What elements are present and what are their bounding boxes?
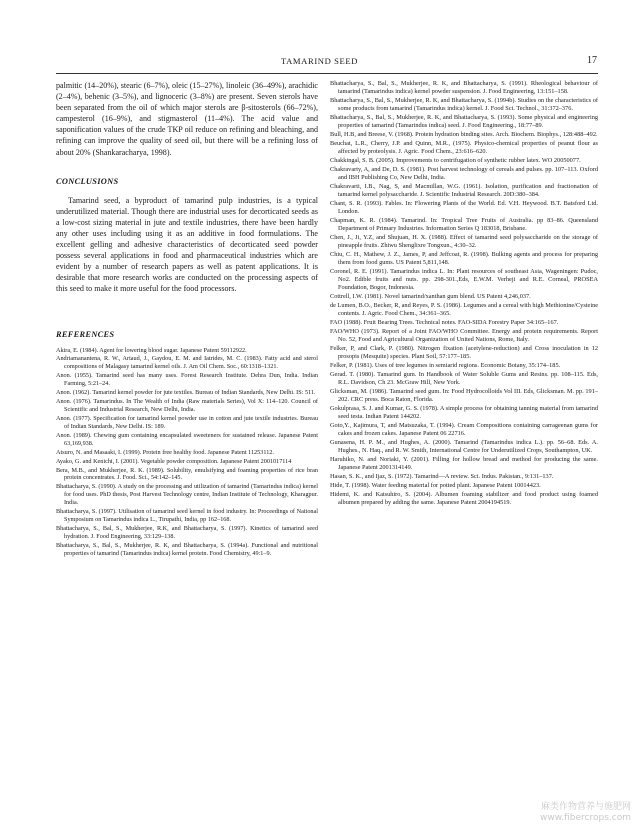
reference-item: Bhattacharya, S., Bal, S., Mukherjee, R. K, and Bhattacharya, S. (1993). Some physical and engineering properties of tamarind (Tamarindus indica) seed. J. Food Engineering., 18:77–89. xyxy=(330,114,598,129)
reference-item: Chapman, K. R. (1984). Tamarind. In: Tropical Tree Fruits of Australia. pp 83–86. Queensland Department of Primary Industries. Information Series Q 183018, Brisbane. xyxy=(330,217,598,232)
watermark xyxy=(540,802,631,824)
reference-item: Bull, H.B, and Breese, V. (1968). Protein hydration binding sites. Arch. Biochem. Biophys., 128:488–492. xyxy=(330,131,598,138)
watermark-line-2: www.fibercrops.com xyxy=(540,813,631,823)
reference-item: Coronel, R. E. (1991). Tamarindus indica L. In: Plant resources of southeast Asia, Wageningen: Pudoc, No2. Edible fruits and nuts. pp. 298-301.,Eds, E.W.M. Verheji and R.E. Corneal, PROSEA Foundation, Bogor, Indonesia. xyxy=(330,268,598,291)
reference-item: Bhattacharya, S., Bal, S., Mukherjee, R. K, and Bhattacharya, S. (1994b). Studies on the characteristics of some products from tamarind (Tamarindus indica) kernel. J. Food Sci. Technol., 31:372–376. xyxy=(330,97,598,112)
reference-item: Gunasena, H. P. M., and Hughes, A. (2000). Tamarind (Tamarindus indica L.). pp. 56–68. Eds. A. Hughes., N. Haq., and R. W. Smith, International Centre for Underutilized Crops, Southampton, UK. xyxy=(330,439,598,454)
conclusions-heading: CONCLUSIONS xyxy=(56,176,119,186)
reference-item: FAO (1988). Fruit Bearing Trees. Technical notes. FAO-SIDA Forestry Paper 34:165–167. xyxy=(330,319,559,326)
reference-item: Hasan, S. K., and Ijaz, S. (1972). Tamarind—A review. Sci. Indus. Pakistan., 9:131–137. xyxy=(330,473,554,480)
header-rule xyxy=(56,73,598,74)
right-column xyxy=(330,80,598,508)
reference-item: Glicksman, M. (1986). Tamarind seed gum. In: Food Hydrocolloids Vol III. Eds, Glicksman. M. pp. 191–202. CRC press. Boca Raton, Florida. xyxy=(330,388,598,403)
continued-paragraph: palmitic (14–20%), stearic (6–7%), oleic (15–27%), linoleic (36–49%), arachidic (2–4%), behenic (3–5%), and lignoceric (3–8%) are present. Seven sterols have been separated from the oil of which major sterols are β-sitosterols (66–72%), campesterol (16–9%), and stigmasterol (11–4%). The acid value and saponification values of the crude TKP oil reduce on refining and bleaching, and refining can improve the quality of seed oil, but there will be a refining loss of about 20% (Shankaracharya, 1998). xyxy=(56,81,318,157)
reference-item: Atsuro, N. and Masaaki, I. (1999). Protein free healthy food. Japanese Patent 11253112. xyxy=(56,448,274,456)
reference-item: Chakravarti, I.B., Nag, S, and Macmillan, W.G. (1961). Isolation, purification and fractionation of tamarind kernel polysaccharide. J. Scientific Industrial Research. 20D:380–384. xyxy=(330,183,598,198)
left-column xyxy=(56,80,318,559)
reference-item: Bhattacharya, S. (1997). Utilisation of tamarind seed kernel in food industry. In: Proceedings of National Symposium on Tamarindus indica L., Tirupathi, India, pp 162–168. xyxy=(56,508,318,523)
reference-item: Anon. (1962). Tamarind kernel powder for jute textiles. Bureau of Indian Standards, New Delhi. IS: 511. xyxy=(56,389,316,397)
conclusions-paragraph: Tamarind seed, a byproduct of tamarind pulp industries, is a typical underutilized material. Though there are industrial uses for decorticated seeds as a low-cost sizing material in jute and textile industries, there have been hardly any other uses including using it as an additive in food formulations. The excellent gelling and adhesive characteristics of decorticated seed powder possess several applications in food and pharmaceutical industries which are evident by a number of research papers as well as patent applications. It is desirable that more research works are conducted on the processing aspects of this seed to make it more useful for the food processors. xyxy=(56,195,318,294)
reference-item: Hidemi, K. and Katsuhiro, S. (2004). Albumen foaming stabilizer and food product using foamed albumen prepared by adding the same. Japanese Patent 2004194519. xyxy=(330,491,598,506)
reference-list-right xyxy=(330,80,598,507)
reference-item: Chiu, C. H., Mathew, J. Z., James, P, and Jeffcoat, R. (1998). Bulking agents and process for preparing them from food gums. US Patent 5,811,148. xyxy=(330,251,598,266)
reference-item: Bhattacharya, S., Bal, S., Mukherjee, R.K, and Bhattacharya, S. (1997). Kinetics of tamarind seed hydration. J. Food Engineering, 33:129–138. xyxy=(56,524,318,540)
page-number: 17 xyxy=(587,55,597,66)
reference-item: Cottrell, I.W. (1981). Novel tamarind/xanthan gum blend. US Patent 4,246,037. xyxy=(330,293,531,300)
reference-item: Gerad. T. (1980). Tamarind gum. In Handbook of Water Soluble Gums and Resins. pp. 108–115. Eds, R.L. Davidson, Ch 23. McGraw Hill, New York. xyxy=(330,371,598,386)
reference-item: Anon. (1977). Specification for tamarind kernel powder use in cotton and jute textile industries. Bureau of Indian Standards, New Delhi. IS: 189. xyxy=(56,414,318,430)
reference-item: Akira, E. (1984). Agent for lowering blood sugar. Japanese Patent 59112922. xyxy=(56,346,247,354)
reference-item: Ayako, G. and Kenichi, I. (2001). Vegetable powder composition. Japanese Patent 2001017114 xyxy=(56,457,292,465)
reference-item: Felker, P, and Clark, P. (1980). Nitrogen fixation (acetylene-reduction) and Cross inoculation in 12 prosopis (Mesquite) species. Plant Soil, 57:177–185. xyxy=(330,345,598,360)
reference-item: Goto,Y., Kajimura, T, and Matsuzaka, T. (1994). Cream Compositions containing carrageenan gums for cakes and frozen cakes. Japanese Patent 06 22716. xyxy=(330,422,598,437)
reference-item: Gokulprasa, S. J. and Kumar, G. S. (1978). A simple process for obtaining tanning material from tamarind seed testa. Indian Patent 144202. xyxy=(330,405,598,420)
reference-item: Haruhiko, N. and Noriaki, Y. (2001). Filling for hollow bread and method for producing the same. Japanese Patent 2001314149. xyxy=(330,456,598,471)
running-head: TAMARIND SEED xyxy=(280,56,359,66)
watermark-line-1: 麻类作物营养与施肥网 xyxy=(540,802,631,812)
reference-item: Chant, S. R. (1993). Fables. In: Flowering Plants of the World. Ed. V.H. Heywood. B.T. Batsford Ltd. London. xyxy=(330,200,598,215)
reference-item: Chen, J., Ji, Y.Z, and Shujuan, H. X. (1988). Effect of tamarind seed polysaccharide on the storage of pineapple fruits. Zhiwu Shenglixre Tongxun., 4:30–32. xyxy=(330,234,598,249)
reference-item: Bhattacharya, S. (1990). A study on the processing and utilization of tamarind (Tamarindus indica) kernel for food uses. PhD thesis, Post Harvest Technology centre, Indian Institute of Technology, Kharagpur. India. xyxy=(56,483,318,507)
reference-item: Anon. (1976). Tamarindus. In The Wealth of India (Raw materials Series), Vol X: 114–120. Council of Scientific and Industrial Research, New Delhi, India. xyxy=(56,398,318,413)
reference-item: de Lumen, B.O., Becker, R, and Reyes, P. S. (1986). Legumes and a cereal with high Methionine/Cysteine contents. J. Agric. Food Chem., 34:361–365. xyxy=(330,302,599,317)
reference-item: Bera, M.B., and Mukherjee, R. K. (1989). Solubility, emulsifying and foaming properties of rice bran protein concentrates. J. Food. Sci., 54:142–145. xyxy=(56,466,318,482)
references-heading: REFERENCES xyxy=(56,329,115,339)
reference-item: Hide, T. (1998). Water feeding material for potted plant. Japanese Patent 10014423. xyxy=(330,482,541,489)
reference-item: Felker, P. (1981). Uses of tree legumes in semiarid regions. Economic Botany, 35:174–185. xyxy=(330,362,561,369)
reference-item: Chakkingal, S. B. (2005). Improvements to centrifugation of synthetic rubber latex. WO 20050077. xyxy=(330,157,581,164)
reference-list-left xyxy=(56,347,318,558)
reference-item: Bhattacharya, S., Bal, S., Mukherjee, R. K, and Bhattacharya, S. (1994a). Functional and nutritional properties of tamarind (Tamarindus indica) kernel protein. Food Chemistry, 49:1–9. xyxy=(56,541,318,557)
reference-item: Beuchat, L.R., Cherry, J.P. and Quinn, M.R., (1975). Physico-chemical properties of peanut flour as affected by proteolysis. J. Agric. Food Chem., 23:616–620. xyxy=(330,140,598,155)
reference-item: Andriamanantena, R. W., Artaud, J., Gaydou, E. M. and Iatrides, M. C. (1983). Fatty acid and sterol compositions of Malagasy tamarind kernel oils. J. Am Oil Chem. Soc., 60:1318–1321. xyxy=(56,355,318,371)
reference-item: Anon. (1955). Tamarind seed has many uses. Forest Research Institute. Dehra Dun, India. Indian Farming, 5:21–24. xyxy=(56,372,318,388)
reference-item: Anon. (1989). Chewing gum containing encapsulated sweeteners for sustained release. Japanese Patent 63,169,938. xyxy=(56,431,318,447)
reference-item: Chakravarty, A, and De, D. S. (1981). Post harvest technology of cereals and pulses. pp. 107–113. Oxford and IBH Publishing Co, New Delhi, India. xyxy=(330,166,598,181)
reference-item: Bhattacharya, S., Bal, S., Mukherjee, R. K, and Bhattacharya, S. (1991). Rheological behaviour of tamarind (Tamarindus indica) kernel powder suspension. J. Food Engineering, 13:151–158. xyxy=(330,80,598,95)
reference-item: FAO/WHO (1973). Report of a Joint FAO/WHO Committee. Energy and protein requirements. Report No. 52, Food and Agricultural Organization of United Nations, Rome, Italy. xyxy=(330,328,598,343)
